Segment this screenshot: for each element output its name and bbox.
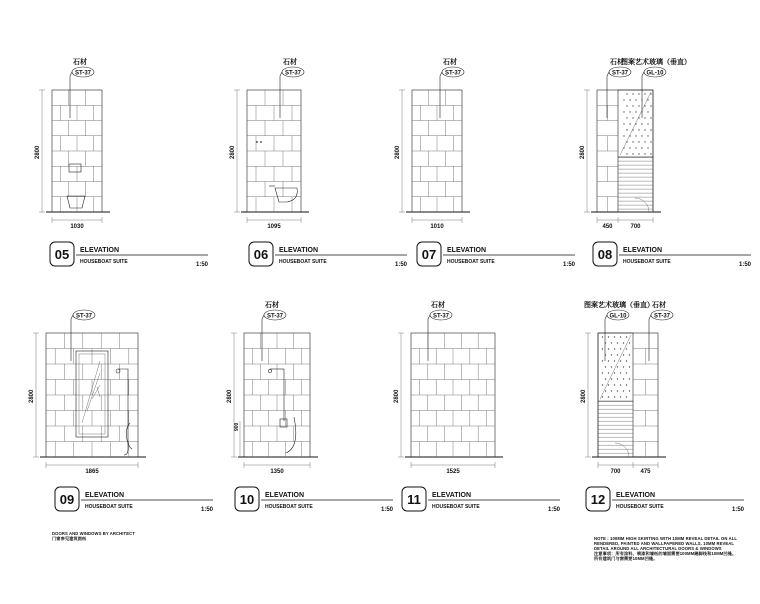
drawing-subtitle: HOUSEBOAT SUITE: [85, 504, 133, 510]
glass-pattern-dot: [626, 396, 627, 397]
mirror-hatch: [92, 385, 100, 399]
dimension-text: 900: [234, 422, 240, 431]
glass-pattern-dot: [623, 354, 624, 355]
leader-line: [428, 315, 430, 319]
glass-pattern-dot: [623, 366, 624, 367]
architect-note: [52, 531, 135, 541]
glass-pattern-dot: [620, 384, 621, 385]
drawing-scale: 1:50: [732, 507, 745, 513]
elevation-12: [581, 300, 745, 513]
drawing-title: ELEVATION: [623, 247, 663, 254]
glass-pattern-dot: [608, 348, 609, 349]
glass-pattern-dot: [611, 378, 612, 379]
elevation-09: [29, 310, 214, 513]
glass-pattern-dot: [620, 360, 621, 361]
glass-pattern-dot: [626, 360, 627, 361]
glass-pattern-dot: [614, 372, 615, 373]
glass-pattern-dot: [650, 117, 651, 118]
shower-head: [268, 369, 271, 372]
glass-pattern-dot: [638, 153, 639, 154]
drawing-title: ELEVATION: [80, 247, 120, 254]
drawing-subtitle: HOUSEBOAT SUITE: [623, 259, 671, 265]
note-line: 门窗参见建筑图纸: [52, 536, 87, 541]
material-label: 石材: [652, 302, 666, 309]
glass-pattern-dot: [614, 396, 615, 397]
glass-pattern-dot: [623, 390, 624, 391]
glass-pattern-dot: [623, 111, 624, 112]
toilet: [67, 196, 85, 208]
glass-diagonal: [600, 335, 631, 399]
dimension-text: 450: [602, 224, 613, 230]
glass-pattern-dot: [602, 348, 603, 349]
glass-pattern-dot: [641, 123, 642, 124]
drawing-subtitle: HOUSEBOAT SUITE: [265, 504, 313, 510]
elevation-10: [227, 300, 394, 513]
material-code: ST-37: [432, 313, 450, 320]
glass-pattern-dot: [626, 117, 627, 118]
drawing-subtitle: HOUSEBOAT SUITE: [447, 259, 495, 265]
glass-pattern-dot: [620, 348, 621, 349]
dimension-text: 1030: [70, 224, 84, 230]
drawing-scale: 1:50: [563, 262, 576, 268]
leader-line: [607, 72, 609, 76]
glass-pattern-dot: [650, 141, 651, 142]
drawing-title: ELEVATION: [265, 492, 305, 499]
glass-pattern-dot: [605, 342, 606, 343]
dimension-text: 700: [630, 224, 641, 230]
elevation-05: [35, 57, 209, 268]
glass-pattern-dot: [617, 378, 618, 379]
glass-pattern-dot: [608, 396, 609, 397]
glass-diagonal: [620, 92, 651, 155]
glass-pattern-dot: [614, 384, 615, 385]
glass-pattern-dot: [632, 141, 633, 142]
dimension-text: 1525: [446, 469, 460, 475]
note-line: NOTE : 100MM HIGH SKIRTING WITH 10MM REVEAL DETAIL ON ALL: [594, 536, 738, 541]
elevation-11: [394, 300, 561, 513]
glass-pattern-dot: [602, 372, 603, 373]
dimension-text: 700: [610, 469, 621, 475]
glass-pattern-dot: [644, 117, 645, 118]
glass-pattern-dot: [629, 342, 630, 343]
drawing-title: ELEVATION: [432, 492, 472, 499]
glass-pattern-dot: [605, 354, 606, 355]
glass-lower-panel: [618, 157, 653, 212]
glass-pattern-dot: [629, 147, 630, 148]
drawing-scale: 1:50: [739, 262, 752, 268]
glass-pattern-dot: [605, 390, 606, 391]
dimension-text: 2800: [230, 145, 236, 159]
glass-pattern-dot: [647, 111, 648, 112]
drawing-subtitle: HOUSEBOAT SUITE: [432, 504, 480, 510]
glass-pattern-dot: [647, 123, 648, 124]
glass-pattern-dot: [626, 93, 627, 94]
glass-pattern-dot: [602, 336, 603, 337]
glass-pattern-dot: [629, 111, 630, 112]
drawing-subtitle: HOUSEBOAT SUITE: [616, 504, 664, 510]
material-label: 石材: [431, 302, 445, 309]
drawing-title: ELEVATION: [85, 492, 125, 499]
glass-pattern-dot: [623, 123, 624, 124]
material-code: ST-37: [444, 70, 462, 77]
material-code: GL-10: [646, 70, 664, 77]
glass-pattern-dot: [626, 348, 627, 349]
glass-pattern-dot: [626, 384, 627, 385]
material-code: GL-10: [609, 313, 627, 320]
glass-pattern-dot: [629, 378, 630, 379]
drawing-number: 08: [597, 247, 613, 262]
material-label: 石材: [265, 302, 279, 309]
glass-pattern-dot: [608, 360, 609, 361]
flush-plate: [69, 164, 81, 172]
glass-pattern-dot: [620, 372, 621, 373]
glass-pattern-dot: [635, 135, 636, 136]
glass-pattern-dot: [623, 342, 624, 343]
glass-pattern-dot: [623, 378, 624, 379]
glass-pattern-dot: [629, 366, 630, 367]
dimension-text: 2800: [395, 145, 401, 159]
glass-pattern-dot: [611, 342, 612, 343]
drawing-number: 05: [54, 247, 70, 262]
glass-pattern-dot: [617, 390, 618, 391]
glass-pattern-dot: [650, 153, 651, 154]
note-line: 所有建筑门与窗需要10MM凹缝。: [594, 556, 658, 561]
mirror-hatch: [97, 387, 100, 397]
glass-pattern-dot: [626, 129, 627, 130]
glass-pattern-dot: [617, 342, 618, 343]
glass-pattern-dot: [629, 123, 630, 124]
dimension-text: 2800: [581, 389, 587, 403]
glass-pattern-dot: [647, 135, 648, 136]
note-line: DETAIL AROUND ALL ARCHITECTURAL DOORS & WINDOWS: [594, 546, 722, 551]
dimension-text: 1010: [430, 224, 444, 230]
glass-pattern-dot: [605, 378, 606, 379]
material-code: ST-37: [284, 70, 302, 77]
note-line: 注意事项：所有涂料、喷漆和墙纸的墙面需要100MM踢脚线和10MM凹缝。: [594, 551, 737, 556]
glass-pattern-dot: [635, 111, 636, 112]
elevation-07: [395, 57, 576, 268]
glass-pattern-dot: [620, 336, 621, 337]
dimension-text: 2800: [29, 389, 35, 403]
glass-pattern-dot: [608, 384, 609, 385]
drawing-title: ELEVATION: [616, 492, 656, 499]
drawing-subtitle: HOUSEBOAT SUITE: [80, 259, 128, 265]
glass-pattern-dot: [644, 129, 645, 130]
leader-line: [71, 315, 73, 319]
drawing-number: 07: [421, 247, 437, 262]
drawing-title: ELEVATION: [279, 247, 319, 254]
shower-hose: [286, 417, 296, 453]
glass-pattern-dot: [644, 141, 645, 142]
material-label: 石材: [283, 59, 297, 66]
glass-pattern-dot: [641, 147, 642, 148]
drawing-title: ELEVATION: [447, 247, 487, 254]
glass-pattern-dot: [629, 354, 630, 355]
glass-pattern-dot: [626, 153, 627, 154]
glass-pattern-dot: [602, 396, 603, 397]
glass-pattern-dot: [626, 105, 627, 106]
drawing-scale: 1:50: [548, 507, 561, 513]
leader-line: [649, 315, 651, 319]
switch-dot: [260, 141, 262, 143]
material-label: 图案艺术玻璃（垂直）: [584, 302, 654, 309]
leader-line: [642, 72, 644, 76]
glass-pattern-dot: [608, 372, 609, 373]
glass-pattern-dot: [617, 366, 618, 367]
material-code: ST-37: [653, 313, 671, 320]
glass-pattern-dot: [641, 99, 642, 100]
note-line: DOORS AND WINDOWS BY ARCHITECT: [52, 531, 135, 536]
glass-pattern-dot: [614, 348, 615, 349]
glass-pattern-dot: [647, 147, 648, 148]
elevation-08: [580, 57, 752, 268]
glass-pattern-dot: [635, 147, 636, 148]
drawing-scale: 1:50: [196, 262, 209, 268]
glass-pattern-dot: [632, 117, 633, 118]
glass-pattern-dot: [614, 336, 615, 337]
glass-pattern-dot: [638, 129, 639, 130]
material-code: ST-37: [75, 313, 93, 320]
dimension-text: 2800: [394, 389, 400, 403]
drawing-number: 06: [253, 247, 269, 262]
glass-pattern-dot: [638, 93, 639, 94]
material-label: 石材: [610, 59, 624, 66]
dimension-text: 2800: [35, 145, 41, 159]
leader-line: [70, 72, 72, 76]
dimension-text: 1865: [85, 469, 99, 475]
drawing-scale: 1:50: [381, 507, 394, 513]
leader-line: [440, 72, 442, 76]
drawing-scale: 1:50: [201, 507, 214, 513]
glass-pattern-dot: [611, 354, 612, 355]
note-line: RENDERED, PAINTED AND WALLPAPERED WALLS. 10MM REVEAL: [594, 541, 735, 546]
leader-line: [280, 72, 282, 76]
switch-dot: [256, 141, 258, 143]
mirror-hatch: [87, 373, 100, 411]
glass-pattern-dot: [617, 354, 618, 355]
glass-pattern-dot: [632, 153, 633, 154]
drawing-number: 10: [239, 492, 255, 507]
drawing-subtitle: HOUSEBOAT SUITE: [279, 259, 327, 265]
glass-pattern-dot: [602, 384, 603, 385]
drawing-scale: 1:50: [395, 262, 408, 268]
material-label: 图案艺术玻璃（垂直）: [621, 59, 691, 66]
shower-pipe: [118, 369, 128, 455]
general-note: [594, 536, 737, 561]
glass-pattern-dot: [641, 135, 642, 136]
glass-pattern-dot: [644, 153, 645, 154]
glass-pattern-dot: [650, 105, 651, 106]
material-label: 石材: [443, 59, 457, 66]
dimension-text: 1350: [270, 469, 284, 475]
glass-pattern-dot: [602, 360, 603, 361]
dimension-text: 2800: [227, 389, 233, 403]
glass-pattern-dot: [626, 336, 627, 337]
glass-pattern-dot: [614, 360, 615, 361]
glass-pattern-dot: [650, 129, 651, 130]
dimension-text: 475: [640, 469, 651, 475]
shower-hose: [126, 423, 132, 449]
leader-line: [605, 315, 607, 319]
glass-pattern-dot: [608, 336, 609, 337]
material-code: ST-37: [266, 313, 284, 320]
dimension-text: 2800: [580, 145, 586, 159]
toilet: [275, 188, 297, 202]
glass-pattern-dot: [632, 93, 633, 94]
glass-pattern-dot: [629, 390, 630, 391]
glass-pattern-dot: [650, 93, 651, 94]
glass-pattern-dot: [611, 390, 612, 391]
glass-pattern-dot: [638, 105, 639, 106]
leader-line: [262, 315, 264, 319]
glass-pattern-dot: [605, 366, 606, 367]
drawing-number: 12: [590, 492, 606, 507]
drawing-number: 09: [59, 492, 75, 507]
elevation-06: [230, 57, 408, 268]
glass-pattern-dot: [620, 396, 621, 397]
glass-pattern-dot: [623, 135, 624, 136]
dimension-text: 1095: [267, 224, 281, 230]
material-label: 石材: [73, 59, 87, 66]
material-code: ST-37: [611, 70, 629, 77]
glass-pattern-dot: [623, 99, 624, 100]
glass-pattern-dot: [611, 366, 612, 367]
glass-pattern-dot: [638, 141, 639, 142]
glass-pattern-dot: [629, 99, 630, 100]
glass-pattern-dot: [644, 93, 645, 94]
glass-pattern-dot: [626, 372, 627, 373]
drawing-number: 11: [407, 492, 421, 507]
glass-pattern-dot: [632, 105, 633, 106]
mirror-hatch: [82, 361, 100, 423]
glass-pattern-dot: [635, 99, 636, 100]
material-code: ST-37: [74, 70, 92, 77]
